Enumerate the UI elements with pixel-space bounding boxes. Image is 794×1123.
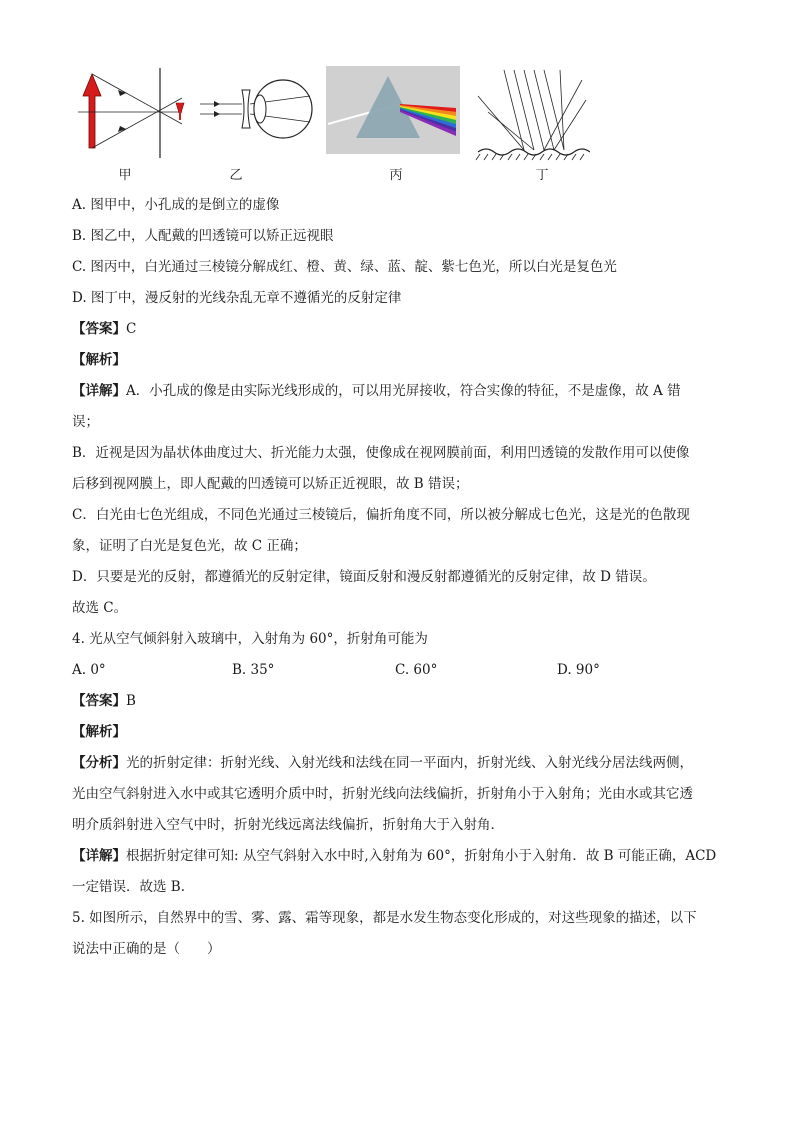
q4-options [72, 655, 722, 686]
q4-fenxi-tag: 【分析】 [72, 755, 126, 771]
object-arrow [83, 74, 101, 148]
q4-option-b: B. 35° [232, 662, 275, 678]
document-body [72, 190, 722, 965]
q4-option-a: A. 0° [72, 662, 106, 678]
q4-detail-tag: 【详解】 [72, 848, 126, 864]
caption-yi: 乙 [229, 168, 243, 183]
q5-stem-line-1: 5. 如图所示，自然界中的雪、雾、露、霜等现象，都是水发生物态变化形成的，对这些现象的描述，以下 [72, 910, 697, 926]
caption-ding: 丁 [535, 168, 549, 183]
q3-analysis-heading: 【解析】 [72, 352, 126, 368]
q3-detail-line-3: B．近视是因为晶状体曲度过大、折光能力太强，使像成在视网膜前面，利用凹透镜的发散作用可以使像 [72, 445, 690, 461]
q3-option-c: C. 图丙中，白光通过三棱镜分解成红、橙、黄、绿、蓝、靛、紫七色光，所以白光是复色光 [72, 259, 617, 275]
q4-fenxi-line-3: 明介质斜射进入空气中时，折射光线远离法线偏折，折射角大于入射角． [72, 817, 504, 833]
prism-dispersion-diagram [326, 66, 460, 154]
q4-option-d: D. 90° [557, 662, 600, 678]
q4-option-c: C. 60° [395, 662, 438, 678]
q3-detail-line-6: 象，证明了白光是复色光，故 C 正确； [72, 538, 307, 554]
eye-crystalline-lens [254, 95, 266, 123]
q4-fenxi-line-2: 光由空气斜射进入水中或其它透明介质中时，折射光线向法线偏折，折射角小于入射角；光由水或其它透 [72, 786, 693, 802]
q4-detail-line-2: 一定错误．故选 B. [72, 879, 186, 895]
q4-analysis-heading: 【解析】 [72, 724, 126, 740]
q3-option-b: B. 图乙中，人配戴的凹透镜可以矫正远视眼 [72, 228, 334, 244]
caption-jia: 甲 [118, 168, 132, 183]
q4-answer [72, 686, 722, 717]
q3-detail-line-2: 误； [72, 414, 99, 430]
q4-fenxi-line-1: 【分析】光的折射定律：折射光线、入射光线和法线在同一平面内，折射光线、入射光线分居法线两侧， [72, 755, 693, 771]
q4-detail-line-1: 【详解】根据折射定律可知: 从空气斜射入水中时,入射角为 60°，折射角小于入射角．故 B 可能正确，ACD [72, 848, 717, 864]
eye-lens-diagram [198, 66, 316, 161]
q5-stem-line-2: 说法中正确的是（ ） [72, 941, 221, 957]
q3-detail-tag: 【详解】 [72, 383, 126, 399]
figure-ding [474, 66, 590, 161]
q3-answer-value: C [126, 321, 137, 337]
q3-detail-line-4: 后移到视网膜上，即人配戴的凹透镜可以矫正近视眼，故 B 错误； [72, 476, 469, 492]
q4-answer-tag: 【答案】 [72, 693, 126, 709]
q3-detail-line-1: 【详解】A．小孔成的像是由实际光线形成的，可以用光屏接收，符合实像的特征，不是虚像，故 A 错 [72, 383, 681, 399]
q3-detail-line-5: C．白光由七色光组成，不同色光通过三棱镜后，偏折角度不同，所以被分解成七色光，这是光的色散现 [72, 507, 690, 523]
q3-option-d: D. 图丁中，漫反射的光线杂乱无章不遵循光的反射定律 [72, 290, 402, 306]
diffuse-reflection-diagram [474, 66, 590, 161]
q4-answer-value: B [126, 693, 136, 709]
caption-bing: 丙 [389, 168, 403, 183]
q3-detail-line-8: 故选 C。 [72, 600, 128, 616]
q3-option-a: A. 图甲中，小孔成的是倒立的虚像 [72, 197, 280, 213]
q3-answer [72, 314, 722, 345]
concave-lens [242, 90, 250, 128]
q3-detail-line-7: D．只要是光的反射，都遵循光的反射定律，镜面反射和漫反射都遵循光的反射定律，故 D 错误。 [72, 569, 656, 585]
figures-row [70, 66, 590, 186]
figure-yi [198, 66, 316, 161]
q4-stem: 4. 光从空气倾斜射入玻璃中，入射角为 60°，折射角可能为 [72, 631, 428, 647]
figure-bing [326, 66, 460, 154]
figure-jia [70, 66, 195, 161]
q3-answer-tag: 【答案】 [72, 321, 126, 337]
pinhole-diagram [70, 66, 195, 161]
